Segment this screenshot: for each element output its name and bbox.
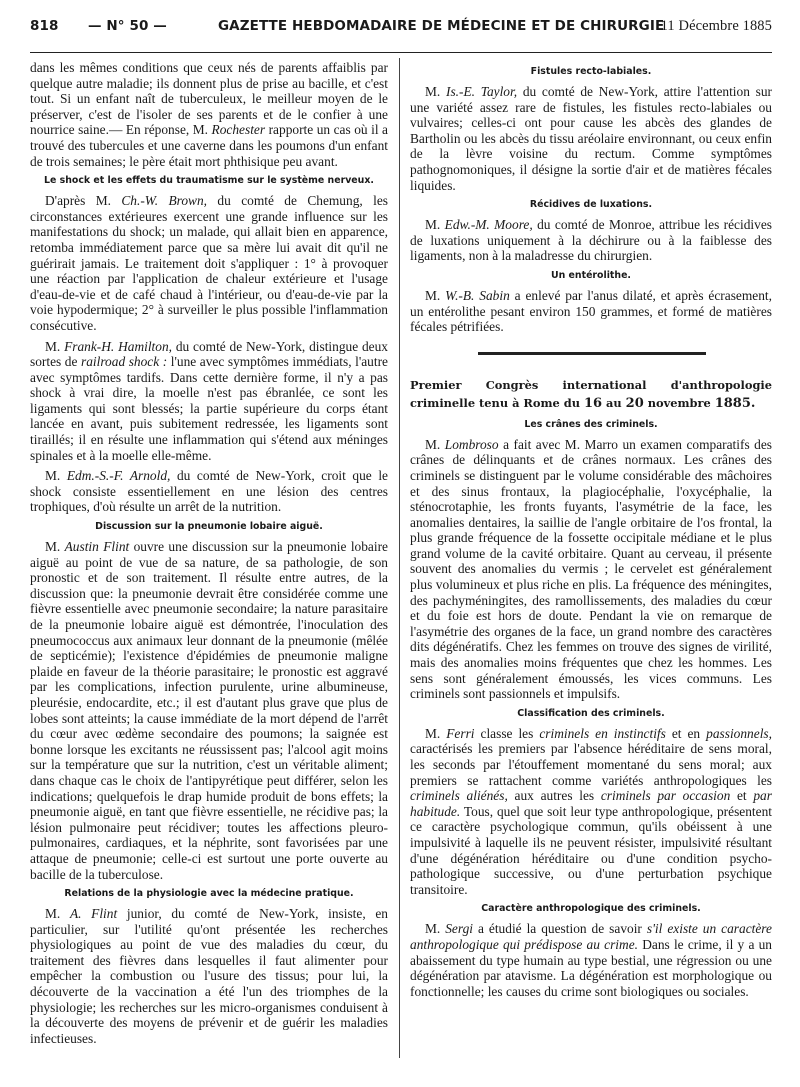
- separator-rule: [478, 352, 706, 355]
- author-name: Is.-E. Taylor,: [446, 84, 518, 99]
- paragraph: M. Is.-E. Taylor, du comté de New-York, attire l'attention sur une variété assez rare de fistules, les fistules recto-labiales ou vulvaires; celles-ci ont pour cause les abcès des glandes de Bartholin ou les abcès du tissu aréolaire environnant, ou ceux enfin de la lèvre voisine du rectum. Comme symptômes pathognomoniques, il désigne la sortie d'air et de matières fécales liquides.: [410, 84, 773, 193]
- column-divider: [399, 58, 400, 1058]
- section-separator: [410, 340, 772, 366]
- header-rule: [30, 52, 772, 53]
- section-heading: Discussion sur la pneumonie lobaire aiguë.: [95, 521, 323, 533]
- issue-number: — N° 50 —: [88, 18, 167, 34]
- page-number: 818: [30, 18, 59, 34]
- author-name: Edw.-M. Moore,: [444, 217, 533, 233]
- paragraph: M. Edm.-S.-F. Arnold, du comté de New-York, croit que le shock consiste essentiellement en une lésion des centres trophiques, d'où résulte un arrêt de la nutrition.: [30, 468, 388, 515]
- section-heading: Classification des criminels.: [517, 707, 665, 719]
- author-name: Edm.-S.-F. Arnold,: [66, 468, 171, 484]
- page-header: [30, 14, 772, 40]
- author-name: Frank-H. Hamilton,: [64, 338, 173, 354]
- paragraph: D'après M. Ch.-W. Brown, du comté de Chemung, les circonstances extérieures exercent une grande influence sur les manifestations du shock; un malade, qui allait bien en apparence, retomba immédiatement parce que sa mère lui avait dit qu'il ne guérirait jamais. Le traitement doit s'appliquer : 1° à provoquer une réaction par l'application de chaleur extérieure et l'usage d'eau-de-vie et de café chaud à l'intérieur, ou d'eau-de-vie par la voie hypodermique; 2° à surveiller le plus possible l'inflammation consécutive.: [30, 193, 388, 333]
- section-heading: Relations de la physiologie avec la médecine pratique.: [64, 888, 354, 900]
- journal-title: GAZETTE HEBDOMADAIRE DE MÉDECINE ET DE CHIRURGIE: [218, 18, 665, 34]
- paragraph: M. Edw.-M. Moore, du comté de Monroe, attribue les récidives de luxations uniquement à la déchirure ou à la faiblesse des ligaments, non à la maladresse du chirurgien.: [410, 217, 772, 264]
- author-name: Ferri: [446, 725, 475, 741]
- section-heading: Récidives de luxations.: [529, 199, 653, 211]
- paragraph: M. Austin Flint ouvre une discussion sur la pneumonie lobaire aiguë au point de vue de sa nature, de sa pathologie, de son pronostic et de son traitement. Il résulte entre autres, de la discussion que: la pneumonie devrait être considérée comme une fièvre essentielle avec pneumonie secondaire; la nature parasitaire de la pneumonie lobaire aiguë est démontrée, l'inoculation des pneumococcus aux animaux leur donnant de la pneumonie (mêlée de septicémie); l'existence d'épidémies de pneumonie maligne plaide en faveur de la théorie parasitaire; le pronostic est aggravé par les complications, infection purulente, urine albumineuse, pleurésie, endocardite, etc.; il est d'autant plus grave que plus de lobes sont atteints; la cause immédiate de la mort dépend de l'arrêt du cœur avec œdème secondaire des poumons; la saignée est bonne lorsque les excitants ne réussissent pas; l'alcool agit moins sur la température que sur la nutrition, c'est un véritable aliment; dans chaque cas le choix de l'antipyrétique peut différer, selon les indications; quelquefois le drap humide produit de bons effets; la pneumonie aiguë, en tant que fièvre essentielle, ne récidive pas; la lésion pulmonaire peut récidiver; toutes les affections pleuro-pulmonaires, cardiaques, et la néphrite, sont favorisées par une attaque de pneumonie; celle-ci est surtout une porte ouverte au bacille de la tuberculose.: [30, 539, 388, 882]
- paragraph: M. W.-B. Sabin a enlevé par l'anus dilaté, et après écrasement, un entérolithe pesant environ 150 grammes, et formé de matières fécales pétrifiées.: [410, 287, 772, 335]
- section-heading: Les crânes des criminels.: [524, 418, 658, 430]
- author-name: W.-B. Sabin: [445, 287, 510, 303]
- author-name: Ch.-W. Brown,: [121, 193, 208, 209]
- author-name: Rochester: [211, 122, 266, 138]
- paragraph: M. Lombroso a fait avec M. Marro un examen comparatifs des crânes de délinquants et de crânes normaux. Les crânes des criminels se distinguent par le volume considérable des mâchoires et des sinus frontaux, la plagiocéphalie, l'oxycéphalie, la sténocrotaphie, les fronts fuyants, l'asymétrie de la face, les anomalies dentaires, la saillie de l'angle orbitaire de l'os frontal, la plus grande fréquence de la fossette occipitale médiane et le plus grand volume de la cavité orbitaire. Quant au cerveau, il présente souvent des anomalies du vermis ; le cervelet est généralement plus volumineux et plus riche en plis. La fréquence des méningites, des pachyméningites, des ramollissements, des maladies du cœur et du foie est hors de doute. Pendant la vie on remarque de l'asymétrie des organes de la face, un grand nombre des caractères dits dégénératifs. Chez les femmes on trouve des signes de virilité, mais des anomalies moins fréquentes que chez les hommes. Les sens sont généralement émoussés, les vices communs. Les criminels sont passionnels et impulsifs.: [410, 436, 772, 702]
- left-column: [30, 60, 388, 1051]
- section-heading: Le shock et les effets du traumatisme sur le système nerveux.: [44, 175, 374, 187]
- right-column: [410, 60, 772, 1004]
- paragraph: M. Ferri classe les criminels en instinctifs et en passionnels, caractérisés les premiers par l'absence héréditaire de sens moral, les seconds par l'étouffement momentané du sens moral; aux premiers se rattachent comme variétés anthropologiques les criminels aliénés, aux autres les criminels par occasion et par habitude. Tous, quel que soit leur type anthropologique, présentent ce caractère psychologique commun, qu'ils obéissent à une impulsivité à laquelle ils ne peuvent résister, impulsivité résultant d'une dégénération héréditaire ou d'une condition psycho-pathologique successive, ou d'une perturbation psychique transitoire.: [410, 725, 773, 897]
- paragraph: M. A. Flint junior, du comté de New-York, insiste, en particulier, sur l'utilité qu'ont présentée les recherches physiologiques au point de vue des maladies du cœur, du traitement des fièvres dans lesquelles il faut alimenter pour empêcher la combustion ou l'usure des tissus; pour lui, la découverte de la vaccination a été l'un des triomphes de la physiologie; les recherches sur les micro-organismes conduisent à la découverte des moyens de prévenir et de guérir les maladies infectieuses.: [30, 906, 388, 1046]
- author-name: Lombroso: [444, 436, 499, 452]
- section-heading: Caractère anthropologique des criminels.: [481, 903, 701, 915]
- section-heading: Un entérolithe.: [551, 269, 631, 281]
- author-name: A. Flint: [69, 906, 118, 922]
- congress-title: Premier Congrès international d'anthropologie criminelle tenu à Rome du 16 au 20 novembre 1885.: [410, 377, 772, 411]
- section-heading: Fistules recto-labiales.: [530, 66, 652, 77]
- paragraph: M. Frank-H. Hamilton, du comté de New-York, distingue deux sortes de railroad shock : l'une avec symptômes immédiats, l'autre avec symptômes tardifs. Dans cette dernière forme, il n'y a pas shock à vrai dire, la moelle n'est pas ébranlée, ce sont les ligaments qui sont blessés; la partie supérieure du corps étant lancée en avant, puis subitement redressée, les ligaments sont tiraillés; il en résulte une inflammation qui s'étend aux méninges spinales et à la moelle elle-même.: [30, 338, 388, 463]
- issue-date: 11 Décembre 1885: [660, 18, 772, 34]
- paragraph: M. Sergi a étudié la question de savoir s'il existe un caractère anthropologique qui prédispose au crime. Dans le crime, il y a un abaissement du type humain au type bestial, une régression ou une dégénération par atavisme. La dégénération est morphologique ou fonctionnelle; les causes du crime sont biologiques ou sociales.: [410, 921, 772, 999]
- paragraph: dans les mêmes conditions que ceux nés de parents affaiblis par quelque autre maladie; ils donnent plus de prise au bacille, et c'est tout. Si un enfant naît de tuberculeux, le meilleur moyen de le préserver, c'est de l'isoler de ses parents et de le confier à une nourrice saine.— En réponse, M. Rochester rapporte un cas où il a trouvé des tubercules et une caverne dans les poumons d'un enfant de trois semaines; le père était mort phthisique peu avant.: [30, 60, 388, 169]
- author-name: Austin Flint: [64, 539, 130, 555]
- author-name: Sergi: [445, 921, 474, 937]
- term: railroad shock :: [81, 354, 168, 370]
